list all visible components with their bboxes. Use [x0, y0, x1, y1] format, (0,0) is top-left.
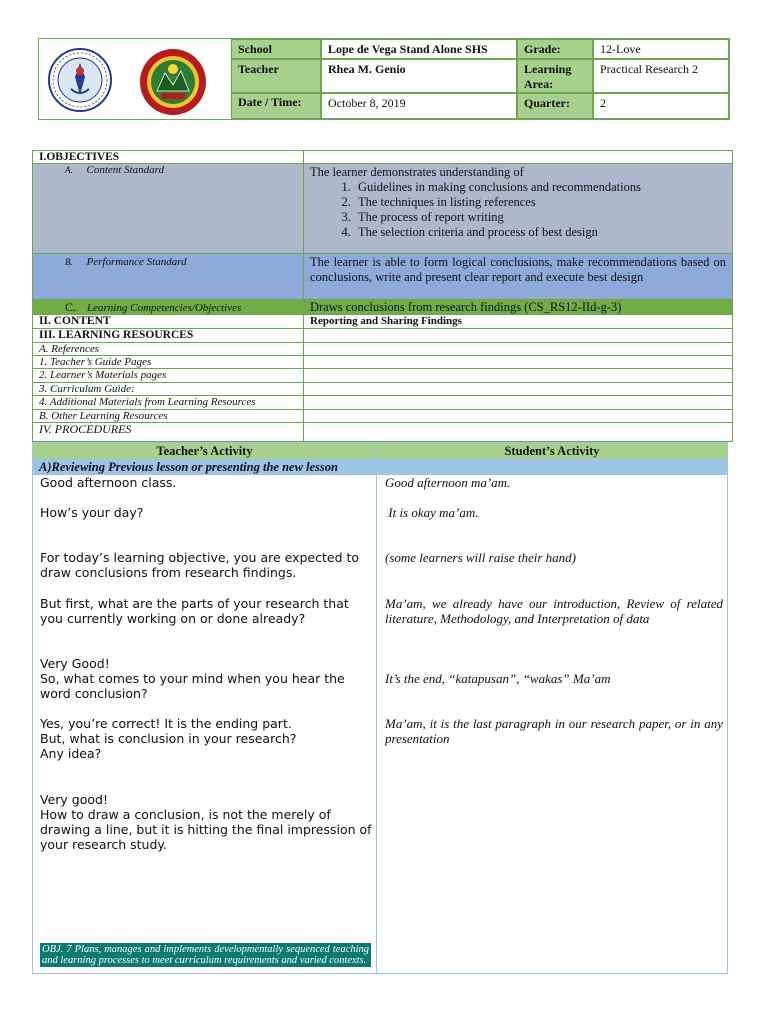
teacher-label: Teacher — [231, 59, 321, 93]
teacher-activity-header: Teacher’s Activity — [33, 443, 377, 459]
competencies-text: Draws conclusions from research findings (CS_RS12-IId-g-3) — [310, 300, 622, 314]
content-standard-text — [304, 164, 732, 253]
teachers-guide-row — [33, 356, 732, 369]
other-resources-row — [33, 410, 732, 423]
competencies-label: C. Learning Competencies/Objectives — [33, 300, 304, 314]
content-standard-marker: A. — [65, 165, 73, 175]
quarter-label: Quarter: — [517, 93, 593, 119]
grade-value: 12-Love — [593, 39, 729, 59]
list-item: 4. The selection criteria and process of best design — [354, 225, 726, 240]
school-label: School — [231, 39, 321, 59]
learners-materials-row — [33, 369, 732, 383]
other-resources-label: B. Other Learning Resources — [33, 410, 304, 422]
student-activity-column — [377, 475, 727, 973]
student-line: Ma’am, it is the last paragraph in our research paper, or in any presentation — [385, 716, 723, 746]
header-table — [38, 38, 730, 120]
performance-standard-row — [33, 254, 732, 300]
teacher-line: Very Good! So, what comes to your mind when you hear the word conclusion? — [40, 656, 345, 701]
list-item: 1. Guidelines in making conclusions and recommendations — [354, 180, 726, 195]
student-activity-header: Student’s Activity — [377, 443, 727, 459]
list-item: 2. The techniques in listing references — [354, 195, 726, 210]
objectives-table — [32, 150, 733, 442]
teacher-line: How’s your day? — [40, 505, 144, 520]
activity-table — [32, 442, 728, 974]
competencies-row — [33, 300, 732, 315]
list-item: 3. The process of report writing — [354, 210, 726, 225]
student-line: It’s the end, “katapusan”, “wakas” Ma’am — [385, 671, 611, 686]
curriculum-guide-label: 3. Curriculum Guide: — [33, 383, 304, 395]
school-seal-icon — [135, 47, 211, 117]
teacher-line: But first, what are the parts of your research that you currently working on or done already? — [40, 596, 349, 626]
performance-standard-marker: B. — [65, 257, 73, 267]
content-standard-row — [33, 164, 732, 254]
student-line: It is okay ma’am. — [385, 505, 479, 520]
procedures-label: IV. PROCEDURES — [33, 423, 304, 441]
teacher-value: Rhea M. Genio — [321, 59, 517, 93]
reviewing-lesson-subheader: A)Reviewing Previous lesson or presenting the new lesson — [33, 459, 727, 475]
content-row — [33, 315, 732, 329]
grade-label: Grade: — [517, 39, 593, 59]
curriculum-guide-row — [33, 383, 732, 396]
student-line: (some learners will raise their hand) — [385, 550, 577, 565]
resources-label: III. LEARNING RESOURCES — [33, 329, 304, 342]
resources-row — [33, 329, 732, 343]
teacher-activity-column — [33, 475, 377, 973]
date-value: October 8, 2019 — [321, 93, 517, 119]
performance-standard-text: The learner is able to form logical conclusions, make recommendations based on conclusions, write and present clear report and execute best design — [310, 255, 726, 284]
date-label: Date / Time: — [231, 93, 321, 119]
teacher-line: Very good! How to draw a conclusion, is not the merely of drawing a line, but it is hitting the final impression of your research study. — [40, 792, 372, 852]
content-label: II. CONTENT — [33, 315, 304, 328]
quarter-value: 2 — [593, 93, 729, 119]
additional-materials-label: 4. Additional Materials from Learning Resources — [33, 396, 304, 409]
learners-materials-label: 2. Learner’s Materials pages — [33, 369, 304, 382]
deped-seal-icon — [47, 47, 113, 113]
teacher-line: Yes, you’re correct! It is the ending part. But, what is conclusion in your research? Any idea? — [40, 716, 297, 761]
logo-area — [39, 39, 231, 119]
student-line: Good afternoon ma’am. — [385, 475, 511, 490]
teachers-guide-label: 1. Teacher’s Guide Pages — [33, 356, 304, 368]
content-standard-intro: The learner demonstrates understanding of — [310, 165, 524, 179]
procedures-row — [33, 423, 732, 441]
additional-materials-row — [33, 396, 732, 410]
student-line: Ma’am, we already have our introduction, Review of related literature, Methodology, and Interpretation of data — [385, 596, 723, 626]
competencies-marker: C. — [65, 300, 77, 314]
references-row — [33, 343, 732, 356]
objectives-title: I.OBJECTIVES — [33, 151, 304, 163]
content-standard-label: A. Content Standard — [33, 164, 304, 253]
content-value: Reporting and Sharing Findings — [310, 315, 462, 327]
teacher-line: Good afternoon class. — [40, 475, 177, 490]
objectives-title-row — [33, 151, 732, 164]
content-standard-list — [310, 180, 726, 240]
objective-note: OBJ. 7 Plans, manages and implements developmentally sequenced teaching and learning processes to meet curriculum requirements and varied contexts. — [42, 944, 369, 966]
performance-standard-label: B. Performance Standard — [33, 254, 304, 299]
learning-area-value: Practical Research 2 — [593, 59, 729, 93]
school-value: Lope de Vega Stand Alone SHS — [321, 39, 517, 59]
teacher-line: For today’s learning objective, you are expected to draw conclusions from research findings. — [40, 550, 360, 580]
learning-area-label: Learning Area: — [517, 59, 593, 93]
references-label: A. References — [33, 343, 304, 355]
